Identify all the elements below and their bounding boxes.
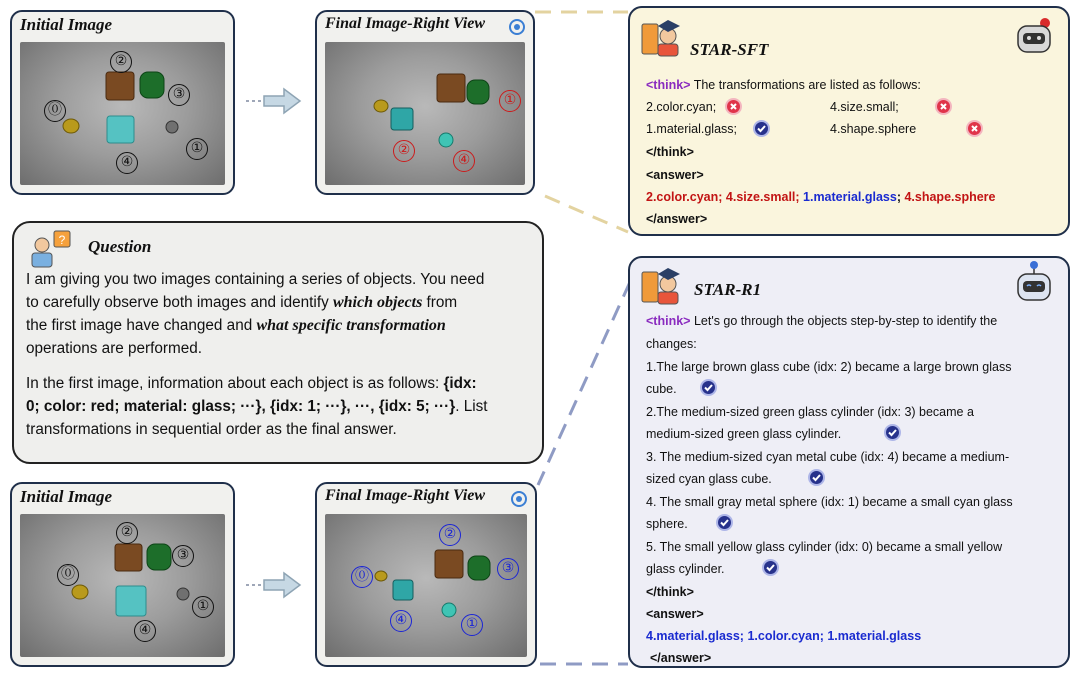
star-r1-card xyxy=(628,256,1070,668)
r1-step-4: 4. The small gray metal sphere (idx: 1) became a small cyan glass xyxy=(646,495,1013,509)
cyan-cube xyxy=(107,116,134,143)
label-0: ⓪ xyxy=(57,564,79,586)
label-4: ④ xyxy=(134,620,156,642)
arrow-right-icon xyxy=(244,570,304,600)
r1-step-2b: medium-sized green glass cylinder. xyxy=(646,427,842,441)
panel-title: Final Image-Right View xyxy=(325,15,486,32)
label-1: ① xyxy=(499,90,521,112)
r1-step-1: 1.The large brown glass cube (idx: 2) became a large brown glass xyxy=(646,360,1012,374)
question-line: to carefully observe both images and identify which objects from xyxy=(26,294,458,311)
check-icon xyxy=(716,514,733,531)
label-1: ① xyxy=(192,596,214,618)
label-2: ② xyxy=(393,140,415,162)
label-3: ③ xyxy=(497,558,519,580)
yellow-cylinder xyxy=(375,571,387,581)
star-sft-card xyxy=(628,6,1070,236)
r1-step-1b: cube. xyxy=(646,382,677,396)
svg-text:?: ? xyxy=(58,233,66,247)
green-cylinder xyxy=(140,72,164,98)
label-2: ② xyxy=(116,522,138,544)
r1-step-5b: glass cylinder. xyxy=(646,562,725,576)
label-4: ④ xyxy=(453,150,475,172)
check-icon xyxy=(700,379,717,396)
r1-step-2: 2.The medium-sized green glass cylinder (idx: 3) became a xyxy=(646,405,974,419)
user-question-icon xyxy=(22,229,74,269)
question-line: 0; color: red; material: glass; ···}, {idx: 1; ···}, ···, {idx: 5; ···}. List xyxy=(26,398,488,415)
yellow-cylinder xyxy=(63,119,79,133)
question-line: the first image have changed and what specific transformation xyxy=(26,317,446,334)
think-close-tag: </think> xyxy=(646,145,694,159)
check-icon xyxy=(762,559,779,576)
panel-title: Final Image-Right View xyxy=(325,487,486,504)
arrow-right-icon xyxy=(244,86,304,116)
wrong-icon xyxy=(966,120,983,137)
brown-cube xyxy=(106,72,134,100)
label-0: ⓪ xyxy=(44,100,66,122)
final-image-panel-top xyxy=(315,10,535,195)
cyan-cube xyxy=(391,108,413,130)
question-line: operations are performed. xyxy=(26,340,203,357)
sft-item: 1.material.glass; xyxy=(646,122,738,136)
cyan-cube xyxy=(116,586,146,616)
label-4: ④ xyxy=(390,610,412,632)
brown-cube xyxy=(437,74,465,102)
gray-sphere xyxy=(166,121,178,133)
check-icon xyxy=(753,120,770,137)
answer-close-tag: </answer> xyxy=(650,651,712,665)
label-3: ③ xyxy=(168,84,190,106)
scene-image xyxy=(325,42,525,185)
green-cylinder xyxy=(467,80,489,104)
cyan-cube xyxy=(393,580,413,600)
label-1: ① xyxy=(461,614,483,636)
rotate-view-icon xyxy=(509,489,529,509)
r1-line: changes: xyxy=(646,337,697,351)
yellow-cylinder xyxy=(72,585,88,599)
cyan-sphere xyxy=(439,133,453,147)
card-title: STAR-R1 xyxy=(694,280,762,299)
panel-title: Initial Image xyxy=(20,15,113,34)
sft-item: 2.color.cyan; xyxy=(646,100,717,114)
r1-step-3: 3. The medium-sized cyan metal cube (idx: 4) became a medium- xyxy=(646,450,1010,464)
teacher-icon xyxy=(640,266,684,306)
yellow-cylinder xyxy=(374,100,388,112)
check-icon xyxy=(884,424,901,441)
green-cylinder xyxy=(468,556,490,580)
label-0: ⓪ xyxy=(351,566,373,588)
label-2: ② xyxy=(110,51,132,73)
sft-answer: 2.color.cyan; 4.size.small; 1.material.glass; 4.shape.sphere xyxy=(646,190,996,204)
sft-item: 4.size.small; xyxy=(830,100,899,114)
teacher-icon xyxy=(640,18,684,58)
wrong-icon xyxy=(725,98,742,115)
card-title: STAR-SFT xyxy=(690,40,769,59)
r1-step-5: 5. The small yellow glass cylinder (idx: 0) became a small yellow xyxy=(646,540,1003,554)
final-image-panel-bottom xyxy=(315,482,537,667)
r1-step-3b: sized cyan glass cube. xyxy=(646,472,772,486)
check-icon xyxy=(808,469,825,486)
answer-open-tag: <answer> xyxy=(646,168,704,182)
initial-image-panel-bottom xyxy=(10,482,235,667)
question-line: I am giving you two images containing a series of objects. You need xyxy=(26,271,485,288)
scene-image xyxy=(20,42,225,185)
gray-sphere xyxy=(177,588,189,600)
robot-icon xyxy=(1012,16,1058,56)
robot-icon xyxy=(1014,260,1054,306)
sft-think-intro: <think> The transformations are listed as follows: xyxy=(646,78,921,92)
brown-cube xyxy=(115,544,142,571)
label-4: ④ xyxy=(116,152,138,174)
label-1: ① xyxy=(186,138,208,160)
scene-image xyxy=(20,514,225,657)
think-close-tag: </think> xyxy=(646,585,694,599)
question-line: In the first image, information about each object is as follows: {idx: xyxy=(26,375,477,392)
r1-step-4b: sphere. xyxy=(646,517,688,531)
brown-cube xyxy=(435,550,463,578)
answer-close-tag: </answer> xyxy=(646,212,708,226)
scene-image xyxy=(325,514,527,657)
question-line: transformations in sequential order as the final answer. xyxy=(26,421,397,438)
panel-title: Initial Image xyxy=(20,487,113,506)
rotate-view-icon xyxy=(507,17,527,37)
r1-answer: 4.material.glass; 1.color.cyan; 1.material.glass xyxy=(646,629,922,643)
sft-item: 4.shape.sphere xyxy=(830,122,917,136)
label-3: ③ xyxy=(172,545,194,567)
question-title: Question xyxy=(88,237,152,256)
answer-open-tag: <answer> xyxy=(646,607,704,621)
wrong-icon xyxy=(935,98,952,115)
green-cylinder xyxy=(147,544,171,570)
scene-objects xyxy=(325,42,525,185)
label-2: ② xyxy=(439,524,461,546)
r1-think-intro: <think> Let's go through the objects step-by-step to identify the xyxy=(646,314,998,328)
cyan-sphere xyxy=(442,603,456,617)
question-box xyxy=(12,221,544,464)
initial-image-panel-top xyxy=(10,10,235,195)
